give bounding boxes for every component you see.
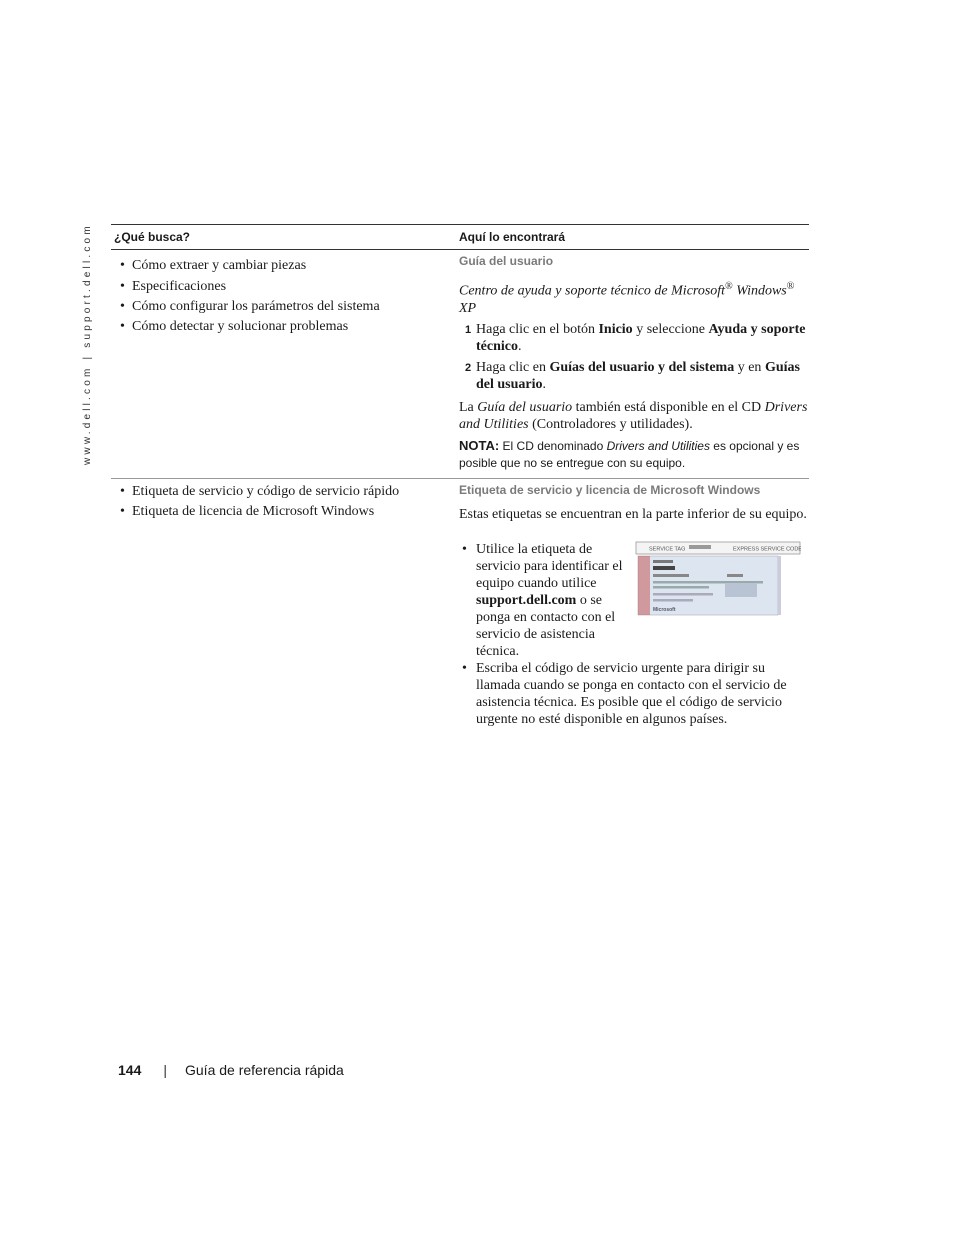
section-heading-labels: Etiqueta de servicio y licencia de Microsoft Windows: [459, 482, 761, 497]
label-block: [459, 541, 809, 660]
step-item: 2 Haga clic en Guías del usuario y del sistema y en Guías del usuario.: [465, 359, 800, 392]
list-item: • Cómo configurar los parámetros del sistema: [111, 297, 459, 317]
list-item: • Utilice la etiqueta de servicio para identificar el equipo cuando utilice support.dell.com o se ponga en contacto con el servicio de asistencia técnica.: [459, 541, 631, 660]
footer-title: Guía de referencia rápida: [185, 1062, 344, 1078]
row1-topics: [111, 250, 459, 472]
list-item: • Etiqueta de servicio y código de servicio rápido: [111, 482, 459, 502]
note-text: NOTA: El CD denominado Drivers and Utilities es opcional y es posible que no se entregue con su equipo.: [459, 437, 800, 470]
list-item: • Cómo extraer y cambiar piezas: [111, 256, 459, 276]
service-tag-caption: SERVICE TAG: [649, 546, 686, 553]
row2-topics: [111, 479, 459, 728]
table-header: [111, 225, 809, 250]
labels-intro: Estas etiquetas se encuentran en la parte inferior de su equipo.: [459, 506, 807, 522]
step-item: 1 Haga clic en el botón Inicio y seleccione Ayuda y soporte técnico.: [465, 321, 806, 354]
service-tag-label-image: [635, 541, 801, 619]
list-item: • Especificaciones: [111, 277, 459, 297]
help-center-line: Centro de ayuda y soporte técnico de Microsoft® Windows® XP: [459, 281, 795, 316]
table-row: [111, 479, 809, 728]
express-code-caption: EXPRESS SERVICE CODE: [733, 546, 801, 553]
row1-resources: [459, 250, 809, 472]
section-heading-user-guide: Guía del usuario: [459, 254, 554, 268]
sidebar-url: www.dell.com | support.dell.com: [82, 223, 93, 465]
page-number: 144: [118, 1062, 142, 1078]
page-footer: [118, 1062, 344, 1078]
footer-separator: |: [163, 1062, 167, 1078]
row2-resources: [459, 479, 809, 728]
list-item: • Cómo detectar y solucionar problemas: [111, 317, 459, 337]
table-row: [111, 250, 809, 479]
header-what-looking-for: ¿Qué busca?: [114, 230, 191, 244]
list-item: • Etiqueta de licencia de Microsoft Windows: [111, 502, 459, 522]
list-item: • Escriba el código de servicio urgente para dirigir su llamada cuando se ponga en contacto con el servicio de asistencia técnica. Es posible que el código de servicio urgente no esté disponible en algunos países.: [459, 660, 809, 728]
info-table: [111, 224, 809, 728]
header-where-found: Aquí lo encontrará: [459, 230, 566, 244]
cd-availability-text: La Guía del usuario también está disponible en el CD Drivers and Utilities (Controladores y utilidades).: [459, 399, 808, 432]
microsoft-logo: Microsoft: [653, 606, 676, 613]
